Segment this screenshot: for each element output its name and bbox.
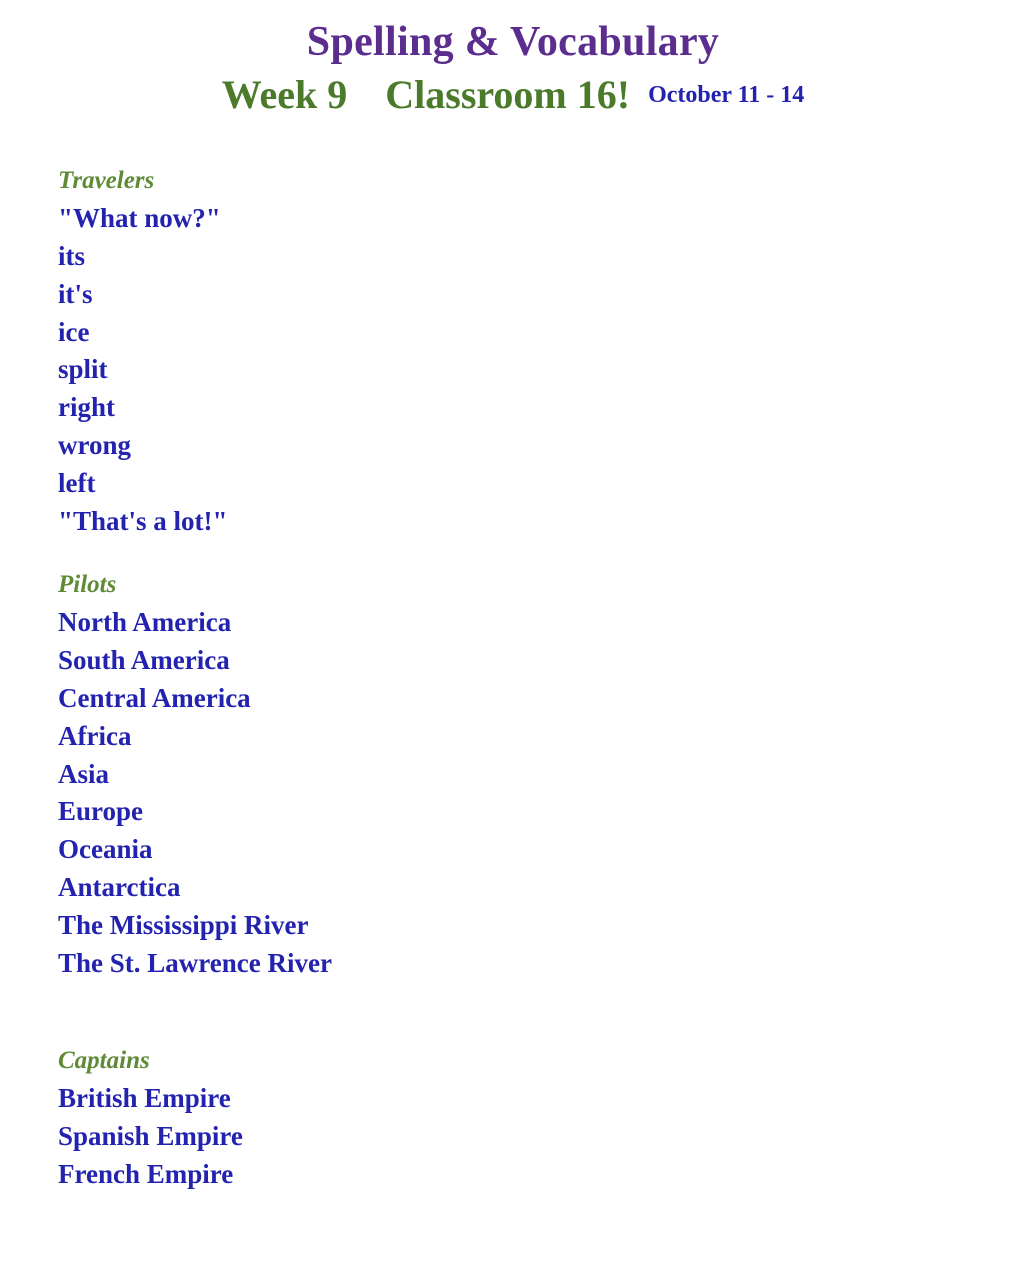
list-item: British Empire [58,1083,231,1114]
list-item: Spanish Empire [58,1121,243,1152]
list-item: "That's a lot!" [58,505,228,536]
list-item: South America [58,645,230,676]
document-header [0,0,1026,118]
list-item: wrong [58,430,132,461]
group-heading: Travelers [58,167,155,195]
list-item: it's [58,278,93,309]
list-item: French Empire [58,1159,234,1190]
week-label: Week 9 [221,72,348,118]
list-item: ice [58,316,90,347]
list-item: Asia [58,758,110,789]
list-item: Antarctica [58,872,181,903]
date-range-label: October 11 - 14 [648,82,805,109]
group-spacer [58,540,1026,566]
classroom-label: Classroom 16! [385,72,631,118]
list-item: its [58,241,85,272]
list-item: The Mississippi River [58,909,309,940]
group-heading: Captains [58,1047,150,1075]
list-item: Central America [58,683,251,714]
list-item: left [58,467,96,498]
list-item: North America [58,607,232,638]
word-group-captains [58,1042,1026,1193]
list-item: split [58,354,108,385]
word-group-travelers [58,162,1026,540]
list-item: "What now?" [58,203,221,234]
list-item: Africa [58,720,132,751]
list-item: The St. Lawrence River [58,947,332,978]
group-heading: Pilots [58,571,117,599]
subtitle-row [0,72,1026,118]
group-spacer [58,982,1026,1042]
list-item: Europe [58,796,144,827]
word-list-container [0,162,1026,1194]
list-item: right [58,392,115,423]
word-group-pilots [58,566,1026,982]
list-item: Oceania [58,834,153,865]
page-title: Spelling & Vocabulary [306,19,720,65]
